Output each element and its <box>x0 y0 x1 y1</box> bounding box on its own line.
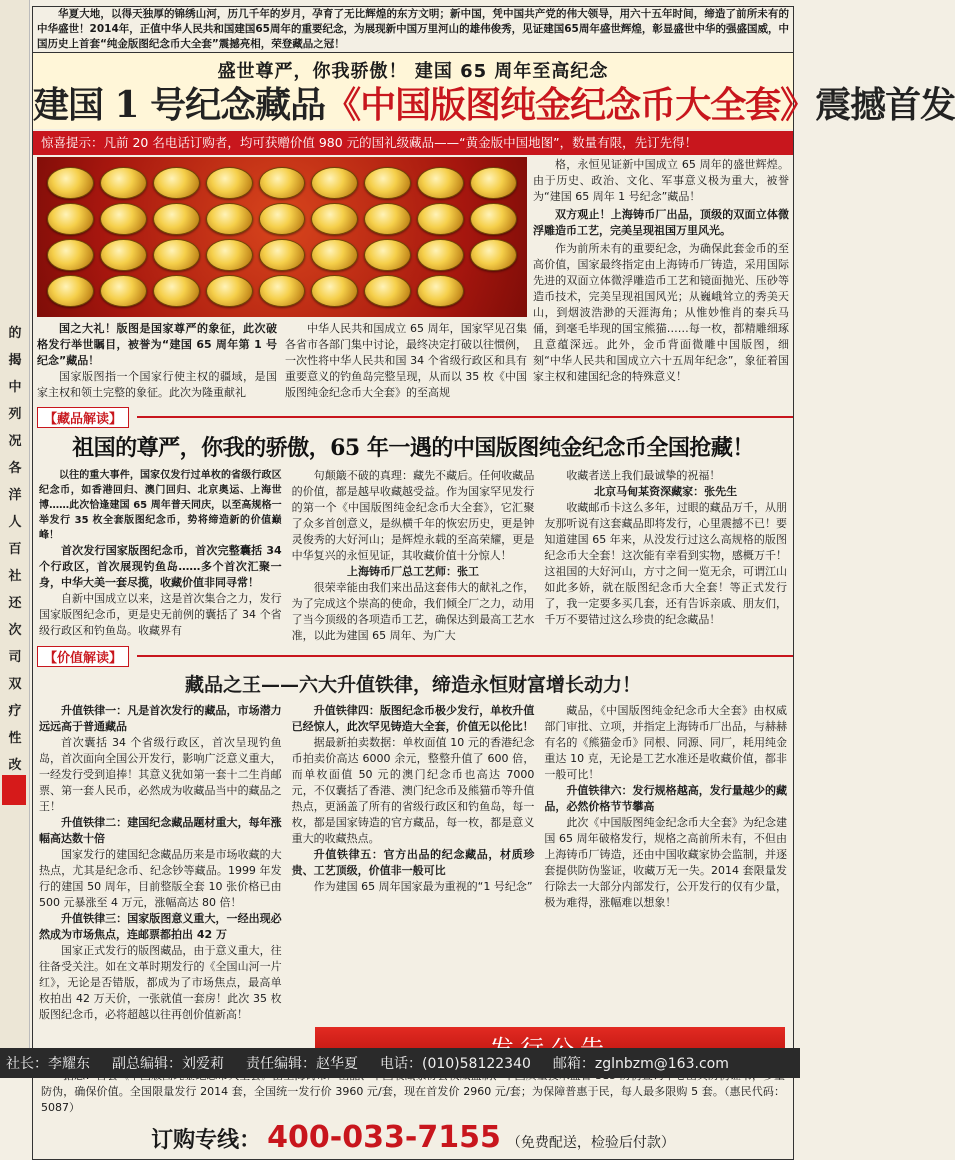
kicker: 盛世尊严，你我骄傲！ 建国 65 周年至高纪念 <box>217 61 609 82</box>
gold-coin-icon <box>259 239 306 271</box>
section-body <box>33 468 793 644</box>
rule-heading: 升值铁律二：建国纪念藏品题材重大，每年涨幅高达数十倍 <box>39 816 282 845</box>
gold-coin-icon <box>47 167 94 199</box>
caption-body: 国家版图指一个国家行使主权的疆域，是国家主权和领土完整的象征。此次为隆重献礼 <box>37 370 277 399</box>
right-paragraph: 作为前所未有的重要纪念，为确保此套金币的至高价值，国家最终指定由上海铸币厂铸造，采用国际先进的双面立体微浮雕造币工艺和镜面抛光、压砂等造币技术，完美呈现祖国风光；从巍峨耸立的秀美天山，到烟波浩渺的天涯海角；从惟妙惟肖的秦兵马俑，到毫毛毕现的国宝熊猫……每一枚，都精雕细琢且意蕴深远。此外，金币背面微雕中国版图，细刻“中华人民共和国成立六十五周年纪念”，象征着国家主权和建国纪念的特殊意义！ <box>533 242 789 383</box>
gold-coin-icon <box>417 239 464 271</box>
gold-coin-icon <box>100 275 147 307</box>
paragraph: 藏品，《中国版图纯金纪念币大全套》由权威部门审批、立项，并指定上海铸币厂出品，与赫赫有名的《熊猫金币》同根、同源、同厂，耗用纯金重达 10 克，无论是工艺水准还是收藏价值，都非一般可比！ <box>544 704 788 781</box>
gold-coin-icon <box>364 275 411 307</box>
rule-heading: 升值铁律五：官方出品的纪念藏品，材质珍贵、工艺顶级，价值非一般可比 <box>291 848 535 877</box>
promo-banner: 惊喜提示：凡前 20 名电话订购者，均可获赠价值 980 元的国礼级藏品——“黄金版中国地图”，数量有限，先订先得！ <box>33 131 793 155</box>
adjacent-page-edge <box>0 0 30 1078</box>
paragraph: 首次囊括 34 个省级行政区，首次呈现钓鱼岛，首次面向全国公开发行，影响广泛意义重大，一经发行受到追捧！其意义犹如第一套十二生肖邮票、第一套人民币，必然成为收藏品当中的藏品之王！ <box>39 736 282 813</box>
gold-coin-icon <box>206 203 253 235</box>
gold-coin-icon <box>206 167 253 199</box>
adjacent-page-text: 的 揭 中 列 况 各 洋 人 百 社 还 次 司 双 疗 性 改 <box>8 326 22 773</box>
paragraph: 收藏者送上我们最诚挚的祝福！ <box>566 469 721 482</box>
section-tag: 【藏品解读】 <box>37 407 129 428</box>
section-title: 藏品之王——六大升值铁律，缔造永恒财富增长动力！ <box>184 674 641 696</box>
text-column <box>292 703 535 1023</box>
paragraph: 此次《中国版图纯金纪念币大全套》为纪念建国 65 周年破格发行，规格之高前所未有，不但由上海铸币厂铸造，还由中国收藏家协会监制，并逐套提供防伪鉴证，收藏万无一失。2014 套限量发行除去一大部分内部发行，公开发行的仅有少量，极为难得，涨幅难以想象！ <box>544 816 788 909</box>
main-headline <box>33 83 955 127</box>
feature-frame <box>32 52 955 1160</box>
coin-set-photo <box>37 157 527 317</box>
gold-coin-icon <box>311 239 358 271</box>
gold-coin-icon <box>206 275 253 307</box>
paragraph: 收藏邮币卡这么多年，过眼的藏品万千，从朋友那听说有这套藏品即将发行，心里震撼不已！要知道建国 65 年来，从没发行过这么高规格的版图纪念币大全套！这次能有幸看到实物，感概万千！这祖国的大好河山，方寸之间一览无余，可谓江山如此多娇，就在版图纪念币大全套！等正式发行了，我一定要多买几套，还有告诉亲戚、朋友们，千万不要错过这么珍贵的纪念藏品！ <box>544 501 788 626</box>
masthead-footer <box>0 1048 800 1078</box>
gold-coin-icon <box>153 239 200 271</box>
quote-author: 上海铸币厂总工艺师：张工 <box>347 565 479 578</box>
gold-coin-icon <box>417 275 464 307</box>
paragraph: 自新中国成立以来，这是首次集合之力，发行国家版图纪念币，更是史无前例的囊括了 34 个省级行政区和钓鱼岛。收藏界有 <box>39 592 282 637</box>
rule-heading: 升值铁律六：发行规格越高，发行量越少的藏品，必然价格节节攀高 <box>544 784 788 813</box>
headline-product: 《中国版图纯金纪念币大全套》 <box>325 84 816 126</box>
gold-coin-icon <box>153 167 200 199</box>
paragraph: 作为建国 65 周年国家最为重视的“1 号纪念” <box>313 880 533 893</box>
rule-heading: 升值铁律一：凡是首次发行的藏品，市场潜力远远高于普通藏品 <box>39 704 282 733</box>
order-label: 订购专线： <box>151 1128 262 1153</box>
gold-coin-icon <box>417 167 464 199</box>
section-header <box>33 405 793 429</box>
gold-coin-icon <box>47 275 94 307</box>
adjacent-red-block <box>2 775 26 805</box>
right-subhead: 双方观止！上海铸币厂出品，顶级的双面立体微浮雕造币工艺，完美呈现祖国万里风光。 <box>533 208 789 237</box>
gold-coin-icon <box>470 239 517 271</box>
top-row <box>33 157 793 405</box>
order-note: （免费配送，检验后付款） <box>506 1135 675 1151</box>
text-column <box>39 703 282 1023</box>
editor-credit: 责任编辑：赵华夏 <box>246 1056 358 1072</box>
gold-coin-icon <box>364 239 411 271</box>
photo-body-text: 中华人民共和国成立 65 周年，国家罕见召集各省市各部门集中讨论，最终决定打破以往惯例，一次性将中华人民共和国 34 个省级行政区和具有重要意义的钓鱼岛完整呈现，从而以 35 枚《中国版图纯金纪念币大全套》的至高规 <box>285 322 527 399</box>
section-rule <box>137 416 793 418</box>
gold-coin-icon <box>100 167 147 199</box>
section-body <box>33 703 793 1023</box>
publisher-credit: 社长：李耀东 <box>6 1056 90 1072</box>
gold-coin-icon <box>206 239 253 271</box>
text-column <box>39 468 282 644</box>
headline-block <box>33 53 955 129</box>
gold-coin-icon <box>153 275 200 307</box>
gold-coin-icon <box>417 203 464 235</box>
advertorial <box>32 6 955 1160</box>
caption-bold: 国之大礼！版图是国家尊严的象征，此次破格发行举世瞩目，被誉为“建国 65 周年第 1 号纪念”藏品！ <box>37 322 277 367</box>
rule-heading: 升值铁律三：国家版图意义重大，一经出现必然成为市场焦点，连邮票都拍出 42 万 <box>39 912 282 941</box>
phone-contact: 电话：(010)58122340 <box>380 1056 531 1072</box>
email-contact[interactable]: 邮箱：zglnbzm@163.com <box>552 1056 729 1072</box>
gold-coin-icon <box>311 275 358 307</box>
text-column <box>544 703 787 1023</box>
text-column <box>544 468 787 644</box>
paragraph-bold: 首次发行国家版图纪念币，首次完整囊括 34 个行政区，首次展现钓鱼岛……多个首次汇聚一身，中华大美一套尽揽，收藏价值非同寻常！ <box>39 544 282 589</box>
text-column <box>292 468 535 644</box>
section-title: 祖国的尊严，你我的骄傲，65 年一遇的中国版图纯金纪念币全国抢藏！ <box>72 435 754 461</box>
section-rule <box>137 655 793 657</box>
gold-coin-icon <box>100 203 147 235</box>
photo-column <box>37 157 527 405</box>
gold-coin-icon <box>311 167 358 199</box>
gold-coin-icon <box>47 239 94 271</box>
gold-coin-icon <box>259 275 306 307</box>
headline-part-1: 建国 1 号纪念藏品 <box>33 84 326 126</box>
order-phone-number[interactable]: 400-033-7155 <box>267 1120 501 1155</box>
gold-coin-icon <box>100 239 147 271</box>
rule-heading: 升值铁律四：版图纪念币极少发行，单枚升值已经惊人，此次罕见铸造大全套，价值无以伦比！ <box>291 704 535 733</box>
gold-coin-icon <box>259 167 306 199</box>
deputy-editor-credit: 副总编辑：刘爱莉 <box>112 1056 224 1072</box>
paragraph: 以往的重大事件，国家仅发行过单枚的省级行政区纪念币，如香港回归、澳门回归、北京奥运、上海世博……此次恰逢建国 65 周年普天同庆，以至高规格一举发行 35 枚全套版图纪念币，势将缔造新的价值巅峰！ <box>39 470 282 541</box>
photo-text <box>37 317 527 405</box>
order-line <box>33 1116 793 1159</box>
issue-announcement-text: 防伪，确保价值。全国限量发行 2014 套，全国统一发行价 3960 元/套，现在首发价 2960 元/套；为保障普惠于民，每人最多限购 5 套。（惠民代码：5087） <box>41 1085 785 1114</box>
intro-paragraph: 华夏大地，以得天独厚的锦绣山河，历几千年的岁月，孕育了无比辉煌的东方文明；新中国，凭中国共产党的伟大领导，用六十五年时间，缔造了前所未有的中华盛世！2014年，正值中华人民共和国建国65周年的重要纪念，为展现新中国万里河山的雄伟俊秀，见证建国65周年盛世辉煌，彰显盛世中华的强盛国威，中国历史上首套“纯金版图纪念币大全套”震撼亮相，荣登藏品之冠！ <box>32 6 794 52</box>
gold-coin-icon <box>364 167 411 199</box>
gold-coin-icon <box>364 203 411 235</box>
gold-coin-icon <box>153 203 200 235</box>
right-paragraph: 格，永恒见证新中国成立 65 周年的盛世辉煌。由于历史、政治、文化、军事意义极为重大，被誉为“建国 65 周年 1 号纪念”藏品！ <box>533 158 789 203</box>
paragraph: 据最新拍卖数据：单枚面值 10 元的香港纪念币拍卖价高达 6000 余元，整整升值了 600 倍，而单枚面值 50 元的澳门纪念币也高达 7000 元，不仅囊括了香港、澳门纪念币及熊猫币等升值热点，更涵盖了所有的省级行政区和钓鱼岛，每一枚，都是国家铸造的官方藏品，每一枚，都是意义重大的收藏热点。 <box>291 736 535 845</box>
gold-coin-icon <box>47 203 94 235</box>
paragraph: 句颠簸不破的真理：藏先不藏后。任何收藏品的价值，都是越早收藏越受益。作为国家罕见发行的第一个《中国版图纯金纪念币大全套》，它汇聚了众多首创意义，是纵横千年的恢宏历史，更是钟灵俊秀的大好河山；是辉煌永载的至高荣耀，更是中华复兴的永恒见证，其收藏价值十分惊人！ <box>291 469 535 562</box>
gold-coin-icon <box>470 203 517 235</box>
section-header <box>33 644 793 668</box>
headline-part-2: 震撼首发 <box>815 84 955 126</box>
gold-coin-icon <box>311 203 358 235</box>
quote-author: 北京马甸某资深藏家：张先生 <box>594 485 738 498</box>
gold-coin-icon <box>470 167 517 199</box>
paragraph: 国家正式发行的版图藏品，由于意义重大，往往备受关注。如在文革时期发行的《全国山河一片红》，无论是否错版，都成为了市场焦点，最高单枚拍出 42 万天价，一张就值一套房！此次 35 枚版图纪念币，必将超越以往再创价值新高！ <box>39 944 282 1021</box>
section-tag: 【价值解读】 <box>37 646 129 667</box>
paragraph: 国家发行的建国纪念藏品历来是市场收藏的大热点，尤其是纪念币、纪念钞等藏品。1999 年发行的建国 50 周年，目前整版全套 10 张价格已由 500 元暴涨至 4 万元，涨幅高达 80 倍！ <box>39 848 282 909</box>
gold-coin-icon <box>259 203 306 235</box>
photo-caption <box>37 321 277 401</box>
right-column <box>533 157 789 405</box>
paragraph: 很荣幸能由我们来出品这套伟大的献礼之作，为了完成这个崇高的使命，我们倾全厂之力，动用了当今顶级的各项造币工艺，确保达到最高工艺水准，以此为建国 65 周年、为广大 <box>291 581 535 642</box>
